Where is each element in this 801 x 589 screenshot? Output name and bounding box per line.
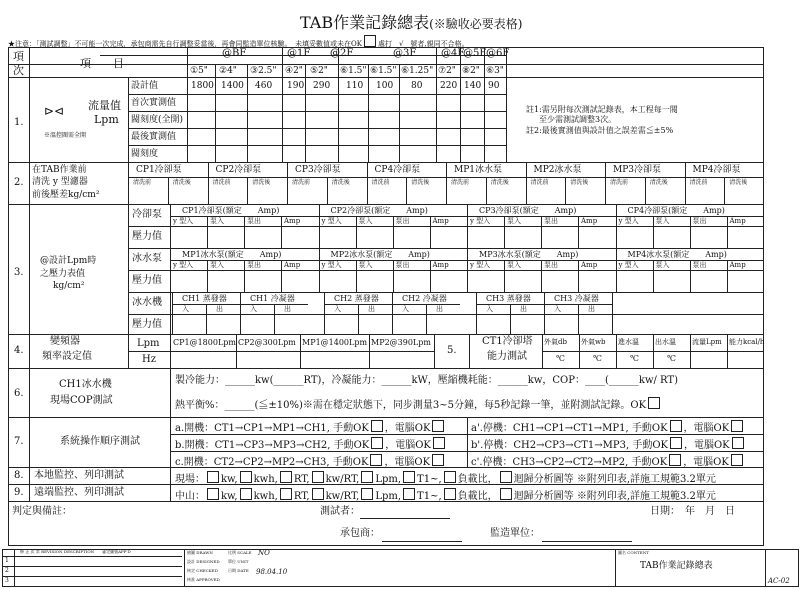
in: 入 <box>250 305 257 313</box>
in: 入 <box>554 305 561 313</box>
pump-rating-header: MP3冰水泵(額定 Amp) <box>479 250 579 259</box>
before-wash: 清洗前 <box>610 179 629 186</box>
divider <box>541 260 542 292</box>
sheet-no: AC-02 <box>768 577 790 585</box>
ct-col: 能力kcal/h <box>729 338 765 346</box>
local-monitor-row: 現場： kw, kwh, RT, kw/RT, Lpm, T1~, 負載比， 迴歸分析圖等 ※附列印表,詳施工規範3.2單元 <box>175 471 716 485</box>
in: 入 <box>486 305 493 313</box>
divider <box>690 260 691 292</box>
divider <box>358 304 359 334</box>
divider <box>356 216 357 248</box>
divider <box>392 292 393 334</box>
notice-text: ★注意：「測試調整」不可能一次完成，承包商需先自行調整妥當後，再會同監造單位核驗。 未填妥數值或未在OK 處打 √ 號者,親同不合格。 <box>8 35 469 48</box>
pump-rating-header: CP3冷卻泵(額定 Amp) <box>479 206 577 215</box>
section-1-no: 1. <box>14 117 24 128</box>
after-wash: 清洗後 <box>729 179 748 186</box>
chiller-header: CH1 冷凝器 <box>250 294 295 303</box>
pc-ok-checkbox[interactable] <box>432 420 444 432</box>
sub-col: 泵入 <box>358 217 373 225</box>
divider <box>281 216 282 248</box>
shutdown-seq: c'.停機：CH3→CP2→CT2→MP2, 手動OK ，電腦OK <box>471 454 745 468</box>
floor-bf: @BF <box>222 48 247 59</box>
pump-rating-header: CP1冷卻泵(額定 Amp) <box>182 206 280 215</box>
pc-ok-checkbox[interactable] <box>732 437 744 449</box>
unit: ℃ <box>630 354 639 363</box>
ct-col: 外氣db <box>544 338 567 346</box>
sub-col: 泵入 <box>210 217 224 225</box>
pump-rating-header: MP1冰水泵(額定 Amp) <box>182 250 282 259</box>
divider <box>206 304 207 334</box>
divider <box>685 162 686 204</box>
unit: ℃ <box>667 354 676 363</box>
pump-rating-header: MP2冰水泵(額定 Amp) <box>330 250 430 259</box>
sub-col: 泵入 <box>358 261 373 269</box>
item-no-header: 項 <box>13 50 24 63</box>
sub-col: 泵入 <box>507 217 521 225</box>
option-checkbox[interactable] <box>500 488 512 500</box>
out: 出 <box>436 305 443 313</box>
option-checkbox[interactable] <box>403 488 415 500</box>
heat-balance-line: 熱平衡%：______(≦±10%)※需在穩定狀態下，同步測量3~5分鐘，每5秒記錄一筆，並附測試記錄。OK <box>175 397 662 411</box>
after-wash: 清洗後 <box>331 179 350 186</box>
option-checkbox[interactable] <box>500 471 512 483</box>
sub-col: 泵出 <box>247 261 261 269</box>
divider <box>208 162 209 204</box>
chiller-header: CH2 蒸發器 <box>334 294 379 303</box>
after-wash: 清洗後 <box>490 179 509 186</box>
divider <box>319 248 320 292</box>
divider <box>578 304 579 334</box>
option-checkbox[interactable] <box>403 471 415 483</box>
pump-header: CP3冷卻泵 <box>295 165 341 175</box>
divider <box>476 292 477 334</box>
divider <box>653 216 654 248</box>
in: 入 <box>334 305 341 313</box>
pc-ok-checkbox[interactable] <box>731 420 743 432</box>
option-checkbox[interactable] <box>444 471 456 483</box>
ct-col: 進水溫 <box>618 338 639 346</box>
divider <box>324 292 325 334</box>
ct-col: 出水溫 <box>655 338 676 346</box>
divider <box>467 204 468 248</box>
sub-col: 泵入 <box>655 261 670 269</box>
sub-col: 泵出 <box>692 217 707 225</box>
option-checkbox[interactable] <box>280 488 292 500</box>
option-checkbox[interactable] <box>444 488 456 500</box>
option-checkbox[interactable] <box>280 471 292 483</box>
sub-col: 泵入 <box>655 217 670 225</box>
unit: ℃ <box>593 354 602 363</box>
startup-seq: b.開機：CT1→CP3→MP3→CH2, 手動OK ，電腦OK <box>175 437 447 451</box>
divider <box>578 216 579 248</box>
sub-col: y 型入 <box>470 217 491 225</box>
ok-checkbox-cop[interactable] <box>648 397 660 409</box>
sub-col: 泵出 <box>247 217 261 225</box>
sub-col: Amp <box>284 217 301 225</box>
in: 入 <box>182 305 189 313</box>
sub-col: 泵入 <box>507 261 521 269</box>
sub-col: y 型入 <box>618 217 639 225</box>
divider <box>579 334 580 368</box>
chiller-header: CH3 蒸發器 <box>486 294 531 303</box>
divider <box>605 162 606 204</box>
floor-4f: @4F <box>441 48 465 59</box>
before-wash: 清洗前 <box>451 179 470 186</box>
option-checkbox[interactable] <box>312 471 324 483</box>
pc-ok-checkbox[interactable] <box>731 454 743 466</box>
sub-col: Amp <box>581 261 598 269</box>
pump-header: MP4冷卻泵 <box>692 165 741 175</box>
shutdown-seq: a'.停機：CH1→CP1→CT1→MP1, 手動OK ，電腦OK <box>471 420 745 434</box>
divider <box>281 260 282 292</box>
sub-col: y 型入 <box>470 261 491 269</box>
after-wash: 清洗後 <box>172 179 191 186</box>
after-wash: 清洗後 <box>411 179 430 186</box>
ok-checkbox[interactable] <box>371 420 383 432</box>
chiller-header: CH1 蒸發器 <box>182 294 227 303</box>
pump-rating-header: CP2冷卻泵(額定 Amp) <box>330 206 428 215</box>
in: 入 <box>402 305 409 313</box>
option-checkbox[interactable] <box>240 488 252 500</box>
divider <box>653 334 654 368</box>
out: 出 <box>588 305 595 313</box>
option-checkbox[interactable] <box>361 488 373 500</box>
pump-header: CP1冷卻泵 <box>136 165 182 175</box>
before-wash: 清洗前 <box>689 179 708 186</box>
pump-header: MP3冷卻泵 <box>613 165 661 175</box>
option-checkbox[interactable] <box>207 488 219 500</box>
divider <box>690 216 691 248</box>
sub-col: y 型入 <box>321 217 342 225</box>
divider <box>128 162 129 204</box>
divider <box>541 216 542 248</box>
out: 出 <box>216 305 223 313</box>
before-wash: 清洗前 <box>133 179 152 186</box>
divider <box>510 304 511 334</box>
divider <box>327 177 328 204</box>
valve-icon: ⊳⊲ <box>44 104 65 118</box>
divider <box>426 304 427 334</box>
divider <box>724 177 725 204</box>
divider <box>504 260 505 292</box>
out: 出 <box>284 305 291 313</box>
ok-checkbox-legend <box>364 35 376 47</box>
sub-col: Amp <box>284 261 301 269</box>
floor-5f: @5F <box>463 48 487 59</box>
pump-header: CP4冷卻泵 <box>374 165 421 175</box>
divider <box>274 304 275 334</box>
divider <box>727 216 728 248</box>
startup-seq: c.開機：CT2→CP2→MP2→CH3, 手動OK ，電腦OK <box>175 454 446 468</box>
sub-col: y 型入 <box>173 217 194 225</box>
option-checkbox[interactable] <box>361 471 373 483</box>
sub-col: Amp <box>432 217 449 225</box>
sub-col: y 型入 <box>173 261 194 269</box>
divider <box>446 162 447 204</box>
contractor-label: 承包商： <box>340 528 380 539</box>
divider <box>244 260 245 292</box>
sub-col: Amp <box>729 261 746 269</box>
pc-ok-checkbox[interactable] <box>433 437 445 449</box>
divider <box>727 334 728 368</box>
divider <box>526 162 527 204</box>
before-wash: 清洗前 <box>371 179 390 186</box>
divider <box>170 248 171 292</box>
divider <box>393 216 394 248</box>
pump-rating-header: CP4冷卻泵(額定 Amp) <box>627 206 725 215</box>
divider <box>247 177 248 204</box>
divider <box>207 216 208 248</box>
ct-col: 流量Lpm <box>692 338 722 346</box>
sub-col: Amp <box>432 261 449 269</box>
out: 出 <box>368 305 375 313</box>
drawing-title: TAB作業記錄總表 <box>640 561 713 571</box>
divider <box>168 177 169 204</box>
ok-checkbox[interactable] <box>371 437 383 449</box>
divider <box>690 334 691 368</box>
out: 出 <box>520 305 527 313</box>
divider <box>356 260 357 292</box>
divider <box>616 204 617 248</box>
divider <box>565 177 566 204</box>
judge-label: 判定與備註： <box>12 506 72 517</box>
divider <box>616 248 617 292</box>
shutdown-seq: b'.停機：CH2→CP3→CT1→MP3, 手動OK ，電腦OK <box>471 437 746 451</box>
date-label: 日期： 年 月 日 <box>650 506 735 517</box>
divider <box>616 334 617 368</box>
chiller-header: CH3 冷凝器 <box>554 294 599 303</box>
divider <box>240 292 241 334</box>
ct-col: 外氣wb <box>581 338 606 346</box>
divider <box>486 177 487 204</box>
sub-col: 泵入 <box>210 261 224 269</box>
pc-ok-checkbox[interactable] <box>432 454 444 466</box>
ok-checkbox[interactable] <box>670 420 682 432</box>
divider <box>645 177 646 204</box>
divider <box>578 260 579 292</box>
pump-header: MP1冰水泵 <box>454 165 502 175</box>
sub-col: Amp <box>729 217 746 225</box>
sub-col: Amp <box>581 217 598 225</box>
startup-seq: a.開機：CT1→CP1→MP1→CH1, 手動OK ，電腦OK <box>175 420 446 434</box>
divider <box>612 292 613 334</box>
pump-header: CP2冷卻泵 <box>215 165 262 175</box>
divider <box>544 292 545 334</box>
pump-rating-header: MP4冰水泵(額定 Amp) <box>627 250 727 259</box>
before-wash: 清洗前 <box>212 179 231 186</box>
sub-col: 泵出 <box>544 217 558 225</box>
after-wash: 清洗後 <box>570 179 589 186</box>
divider <box>430 216 431 248</box>
sub-col: 泵出 <box>544 261 558 269</box>
floor-6f: @6F <box>486 48 510 59</box>
divider <box>653 260 654 292</box>
sub-col: y 型入 <box>321 261 342 269</box>
option-checkbox[interactable] <box>207 471 219 483</box>
after-wash: 清洗後 <box>649 179 668 186</box>
before-wash: 清洗前 <box>530 179 549 186</box>
pump-header: MP2冰水泵 <box>533 165 582 175</box>
floor-1f: @1F <box>287 48 311 59</box>
sub-col: 泵出 <box>395 217 410 225</box>
sub-col: y 型入 <box>618 261 639 269</box>
divider <box>319 204 320 248</box>
item-header: 項 目 <box>80 57 124 70</box>
divider <box>504 216 505 248</box>
ok-checkbox[interactable] <box>669 454 681 466</box>
floor-3f: @3F <box>393 48 417 59</box>
remote-monitor-row: 中山： kw, kwh, RT, kw/RT, Lpm, T1~, 負載比， 迴歸分析圖等 ※附列印表,詳施工規範3.2單元 <box>175 488 716 502</box>
divider <box>467 248 468 292</box>
floor-2f: @2F <box>330 48 354 59</box>
before-wash: 清洗前 <box>292 179 311 186</box>
option-checkbox[interactable] <box>312 488 324 500</box>
divider <box>393 260 394 292</box>
option-checkbox[interactable] <box>240 471 252 483</box>
divider <box>170 204 171 248</box>
tester-label: 測試者： <box>320 506 360 517</box>
unit: ℃ <box>556 354 565 363</box>
divider <box>430 260 431 292</box>
divider <box>367 162 368 204</box>
divider <box>207 260 208 292</box>
page-title: TAB作業記錄總表(※驗收必要表格) <box>300 13 523 32</box>
divider <box>406 177 407 204</box>
divider <box>172 292 173 334</box>
supervisor-label: 監造單位： <box>490 528 540 539</box>
sub-col: 泵出 <box>692 261 707 269</box>
chiller-header: CH2 冷凝器 <box>402 294 447 303</box>
after-wash: 清洗後 <box>252 179 271 186</box>
divider <box>244 216 245 248</box>
ok-checkbox[interactable] <box>370 454 382 466</box>
divider <box>727 260 728 292</box>
sub-col: 泵出 <box>395 261 410 269</box>
ok-checkbox[interactable] <box>670 437 682 449</box>
divider <box>287 162 288 204</box>
